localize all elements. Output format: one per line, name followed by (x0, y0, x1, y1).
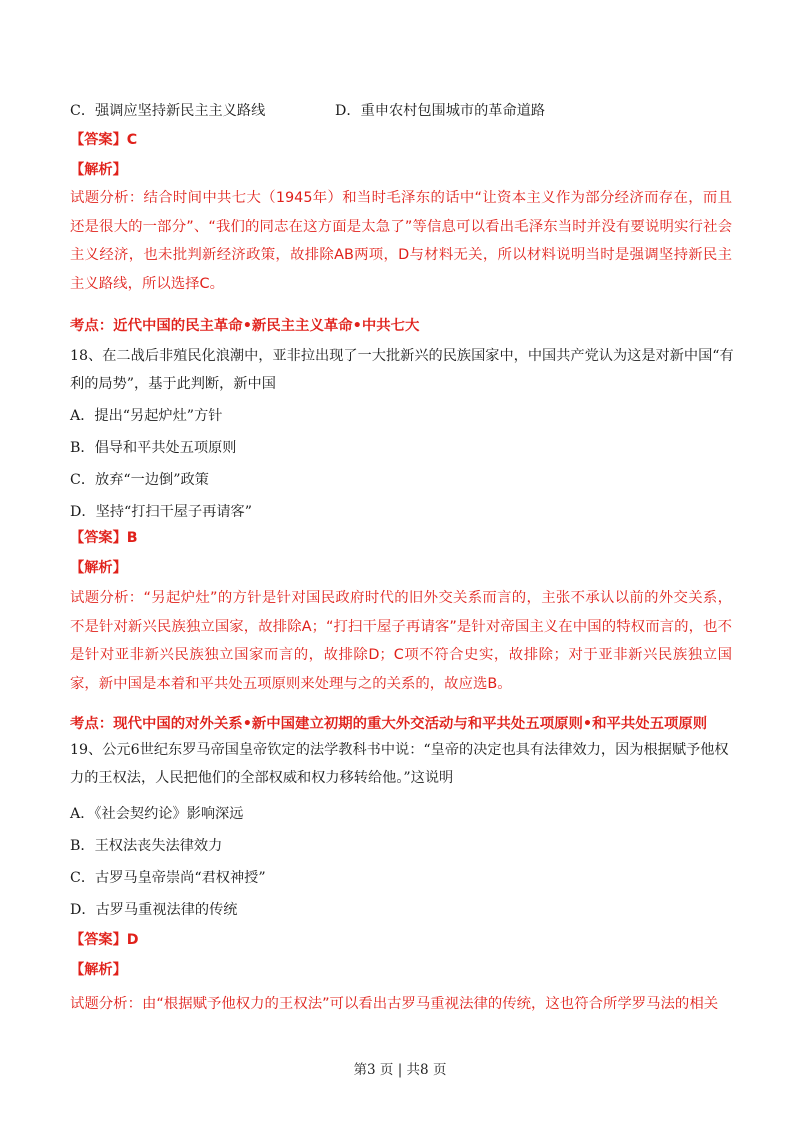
q18-answer (70, 528, 138, 548)
q19-option-d: D．古罗马重视法律的传统 (70, 902, 238, 918)
answer-label: 【答案】 (70, 530, 127, 546)
q19-option-b: B．王权法丧失法律效力 (70, 838, 223, 854)
q19-analysis-label (70, 960, 127, 980)
q19-stem-line1: 19、公元6世纪东罗马帝国皇帝钦定的法学教科书中说：“皇帝的决定也具有法律效力，因为根据赋予他权 (70, 742, 729, 758)
answer-value: D (126, 932, 139, 948)
q19-option-a: A．《社会契约论》影响深远 (70, 806, 244, 822)
q18-analysis-text: 试题分析：“另起炉灶”的方针是针对国民政府时代的旧外交关系而言的，主张不承认以前的外交关系，不是针对新兴民族独立国家，故排除A；“打扫干屋子再请客”是针对帝国主义在中国的特权而言的，也不是针对亚非新兴民族独立国家而言的，故排除D；C项不符合史实，故排除；对于亚非新兴民族独立国家，新中国是本着和平共处五项原则来处理与之的关系的，故应选B。 (70, 590, 732, 692)
q18-kaodian: 考点：现代中国的对外关系•新中国建立初期的重大外交活动与和平共处五项原则•和平共处五项原则 (70, 716, 708, 732)
q19-answer (70, 930, 139, 950)
page-footer: 第3 页 | 共8 页 (353, 1062, 447, 1078)
q18-option-c: C．放弃“一边倒”政策 (70, 472, 209, 488)
q17-option-c: C．强调应坚持新民主主义路线 (70, 103, 266, 119)
analysis-label: 【解析】 (70, 560, 127, 576)
q17-option-d: D．重申农村包围城市的革命道路 (335, 103, 546, 119)
q18-option-b: B．倡导和平共处五项原则 (70, 440, 237, 456)
answer-label: 【答案】 (70, 932, 127, 948)
q18-option-d: D．坚持“打扫干屋子再请客” (70, 504, 252, 520)
analysis-label: 【解析】 (70, 162, 127, 178)
q18-stem-line2: 利的局势”，基于此判断，新中国 (70, 376, 276, 392)
analysis-label: 【解析】 (70, 962, 127, 978)
q18-option-a: A．提出“另起炉灶”方针 (70, 408, 223, 424)
q17-analysis-text: 试题分析：结合时间中共七大（1945年）和当时毛泽东的话中“让资本主义作为部分经济而存在，而且还是很大的一部分”、“我们的同志在这方面是太急了”等信息可以看出毛泽东当时并没有要说明实行社会主义经济，也未批判新经济政策，故排除AB两项，D与材料无关，所以材料说明当时是强调坚持新民主主义路线，所以选择C。 (70, 190, 732, 292)
q18-stem-line1: 18、在二战后非殖民化浪潮中，亚非拉出现了一大批新兴的民族国家中，中国共产党认为这是对新中国“有 (70, 348, 734, 364)
q19-stem-line2: 力的王权法，人民把他们的全部权威和权力移转给他。”这说明 (70, 770, 454, 786)
q19-analysis-text: 试题分析：由“根据赋予他权力的王权法”可以看出古罗马重视法律的传统，这也符合所学罗马法的相关 (70, 996, 719, 1012)
q17-kaodian: 考点：近代中国的民主革命•新民主主义革命•中共七大 (70, 318, 420, 334)
q19-option-c: C．古罗马皇帝崇尚“君权神授” (70, 870, 266, 886)
q17-answer (70, 130, 137, 150)
q17-analysis-label (70, 160, 127, 180)
answer-value: B (126, 530, 138, 546)
answer-value: C (126, 132, 138, 148)
answer-label: 【答案】 (70, 132, 127, 148)
q18-analysis-label (70, 558, 127, 578)
